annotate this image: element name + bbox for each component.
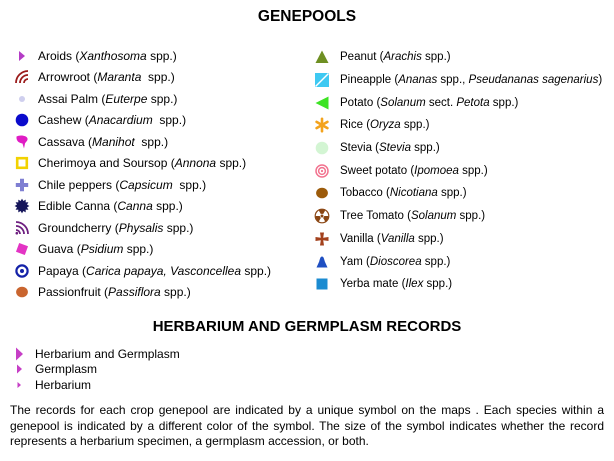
- genepool-item: [314, 205, 602, 228]
- species-name: Ananas: [398, 74, 438, 87]
- genepool-item: [14, 196, 271, 218]
- label-text: spp.): [423, 278, 453, 291]
- label-text: spp.): [421, 51, 451, 64]
- label-text: spp.): [134, 134, 169, 149]
- genepool-item: [14, 88, 271, 110]
- genepool-item: [314, 159, 602, 182]
- genepool-item-label: [38, 49, 177, 63]
- label-text: spp.): [147, 91, 178, 106]
- genepool-item: [314, 114, 602, 137]
- genepool-item: [314, 137, 602, 160]
- genepool-item-label: [38, 113, 186, 127]
- description-text: The records for each crop genepool are indicated by a unique symbol on the maps . Each species within a genepool is indicated by a different color of the symbol. The size of the symbol indicates whether the record represents a herbarium specimen, a germplasm accession, or both.: [10, 403, 604, 448]
- label-text: spp.): [152, 113, 187, 128]
- label-text: spp.): [421, 255, 451, 268]
- species-name: Manihot: [92, 134, 135, 149]
- species-name: Petota: [456, 96, 490, 109]
- label-text: Tobacco (: [340, 187, 390, 200]
- radiation-icon: [314, 208, 330, 224]
- label-text: spp.): [414, 232, 444, 245]
- square-icon: [314, 276, 330, 292]
- label-text: spp.): [163, 220, 194, 235]
- circle-icon: [314, 140, 330, 156]
- species-name: Solanum: [410, 210, 457, 223]
- label-text: spp.): [400, 119, 430, 132]
- label-text: Edible Canna (: [38, 199, 118, 214]
- species-name: Passiflora: [108, 285, 161, 300]
- asterisk-icon: [314, 117, 330, 133]
- genepool-item: [14, 282, 271, 304]
- signal-arcs-icon: [14, 220, 30, 236]
- label-text: Cherimoya and Soursop (: [38, 156, 175, 171]
- bell-icon: [314, 254, 330, 270]
- genepool-item-label: [38, 178, 206, 192]
- genepool-item-label: [38, 285, 191, 299]
- species-name: Psidium: [80, 242, 124, 257]
- species-name: Arachis: [383, 51, 422, 64]
- genepool-item: [14, 110, 271, 132]
- genepool-item-label: [340, 142, 440, 154]
- species-name: Canna: [117, 199, 153, 214]
- genepool-item: [314, 69, 602, 92]
- genepool-item-label: [340, 97, 518, 109]
- genepool-item-label: [38, 70, 175, 84]
- genepool-item: [314, 273, 602, 296]
- record-type-item: [12, 377, 180, 393]
- label-text: spp.): [146, 48, 177, 63]
- species-name: Stevia: [379, 142, 411, 155]
- flared-cross-icon: [314, 231, 330, 247]
- species-name: Physalis: [118, 220, 164, 235]
- label-text: Peanut (: [340, 51, 384, 64]
- label-text: Stevia (: [340, 142, 379, 155]
- cross-icon: [14, 177, 30, 193]
- triangle-left-icon: [314, 95, 330, 111]
- genepool-item-label: [340, 74, 602, 86]
- genepool-item: [14, 174, 271, 196]
- circle-icon: [14, 112, 30, 128]
- genepool-item-label: [38, 92, 177, 106]
- tilted-square-icon: [14, 241, 30, 257]
- label-text: Yam (: [340, 255, 370, 268]
- species-name: Capsicum: [119, 177, 173, 192]
- label-text: Arrowroot (: [38, 70, 98, 85]
- species-name: Anacardium: [88, 113, 153, 128]
- genepool-item-label: [340, 51, 451, 63]
- genepool-item-label: [340, 233, 444, 245]
- pin-icon: [14, 134, 30, 150]
- label-text: Passionfruit (: [38, 285, 109, 300]
- triangle-right-icon: [12, 346, 28, 362]
- starburst-icon: [14, 198, 30, 214]
- label-text: Guava (: [38, 242, 81, 257]
- genepool-item-label: [38, 242, 153, 256]
- genepool-legend-left: [14, 45, 271, 303]
- triangle-up-icon: [314, 49, 330, 65]
- concentric-arcs-icon: [14, 69, 30, 85]
- records-legend: [12, 346, 180, 393]
- genepool-item-label: [38, 199, 183, 213]
- species-name: Ilex: [405, 278, 424, 291]
- label-text: Groundcherry (: [38, 220, 119, 235]
- oval-icon: [314, 185, 330, 201]
- species-name: Dioscorea: [369, 255, 422, 268]
- label-text: spp.): [458, 164, 488, 177]
- genepool-item-label: [340, 210, 485, 222]
- species-name: Solanum: [380, 96, 426, 109]
- species-name: Oryza: [370, 119, 401, 132]
- genepool-item: [314, 91, 602, 114]
- target-rings-icon: [314, 163, 330, 179]
- genepool-item: [314, 182, 602, 205]
- triangle-right-icon: [12, 377, 28, 393]
- record-type-item: [12, 346, 180, 362]
- label-text: spp.): [172, 177, 207, 192]
- genepool-item: [14, 153, 271, 175]
- species-name: Xanthosoma: [79, 48, 147, 63]
- genepool-item: [14, 67, 271, 89]
- species-name: Euterpe: [105, 91, 148, 106]
- label-text: spp.): [437, 187, 467, 200]
- label-text: spp.): [160, 285, 191, 300]
- species-name: Annona: [174, 156, 217, 171]
- species-name: Carica papaya, Vasconcellea: [86, 263, 242, 278]
- species-name: Pseudananas sagenarius: [468, 74, 599, 87]
- genepool-item: [14, 45, 271, 67]
- label-text: Tree Tomato (: [340, 210, 411, 223]
- genepool-item-label: [38, 135, 168, 149]
- label-text: Chile peppers (: [38, 177, 120, 192]
- label-text: Vanilla (: [340, 232, 381, 245]
- species-name: Vanilla: [380, 232, 415, 245]
- label-text: Papaya (: [38, 263, 87, 278]
- record-type-item-label: Germplasm: [35, 362, 98, 377]
- label-text: spp.,: [437, 74, 469, 87]
- genepool-item: [314, 228, 602, 251]
- genepool-item-label: [340, 165, 488, 177]
- slashed-square-icon: [314, 72, 330, 88]
- genepool-item-label: [340, 119, 429, 131]
- genepool-legend-right: [314, 46, 602, 296]
- genepool-item-label: [340, 187, 467, 199]
- genepool-item: [314, 46, 602, 69]
- label-text: sect.: [425, 96, 457, 109]
- label-text: spp.): [489, 96, 519, 109]
- genepool-item: [14, 239, 271, 261]
- label-text: Pineapple (: [340, 74, 399, 87]
- genepool-item: [14, 131, 271, 153]
- label-text: Yerba mate (: [340, 278, 406, 291]
- record-type-item-label: Herbarium and Germplasm: [35, 346, 180, 361]
- genepool-item-label: [38, 156, 246, 170]
- label-text: Sweet potato (: [340, 164, 415, 177]
- label-text: spp.): [123, 242, 154, 257]
- small-dot-icon: [14, 91, 30, 107]
- record-type-item: [12, 362, 180, 378]
- label-text: Rice (: [340, 119, 371, 132]
- triangle-right-icon: [12, 361, 28, 377]
- species-name: Maranta: [97, 70, 142, 85]
- genepool-item: [314, 250, 602, 273]
- record-type-item-label: Herbarium: [35, 377, 92, 392]
- genepool-item-label: [340, 278, 452, 290]
- label-text: Aroids (: [38, 48, 80, 63]
- triangle-right-icon: [14, 48, 30, 64]
- label-text: spp.): [216, 156, 247, 171]
- species-name: Ipomoea: [414, 164, 459, 177]
- genepool-item-label: [38, 264, 271, 278]
- genepool-item: [14, 217, 271, 239]
- label-text: spp.): [141, 70, 175, 85]
- records-title: HERBARIUM AND GERMPLASM RECORDS: [152, 318, 462, 335]
- species-name: Nicotiana: [389, 187, 438, 200]
- label-text: spp.): [241, 263, 272, 278]
- bullseye-icon: [14, 263, 30, 279]
- genepools-title: GENEPOOLS: [257, 8, 357, 25]
- oval-icon: [14, 284, 30, 300]
- label-text: Assai Palm (: [38, 91, 106, 106]
- genepool-item: [14, 260, 271, 282]
- label-text: ): [598, 74, 603, 87]
- label-text: spp.): [456, 210, 486, 223]
- label-text: spp.): [152, 199, 183, 214]
- label-text: Cashew (: [38, 113, 89, 128]
- label-text: Cassava (: [38, 134, 93, 149]
- hollow-square-icon: [14, 155, 30, 171]
- genepool-item-label: [38, 221, 193, 235]
- label-text: Potato (: [340, 96, 381, 109]
- label-text: spp.): [410, 142, 440, 155]
- genepool-item-label: [340, 256, 450, 268]
